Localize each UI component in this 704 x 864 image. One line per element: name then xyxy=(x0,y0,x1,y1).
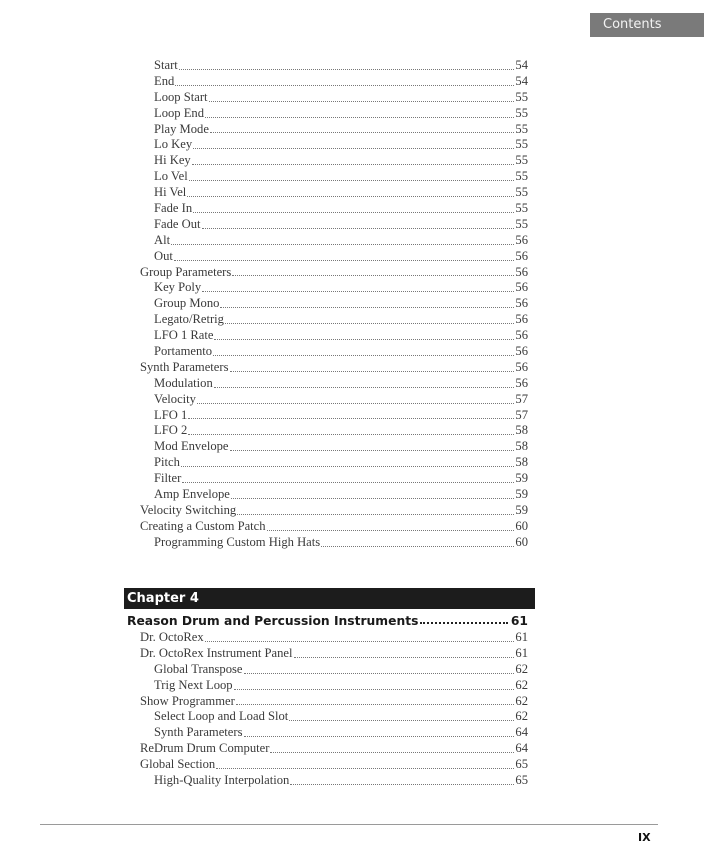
toc-entry-page: 56 xyxy=(515,328,528,343)
toc-entry-page: 62 xyxy=(515,709,528,724)
dot-leader xyxy=(193,148,514,149)
toc-entry[interactable] xyxy=(140,122,528,138)
toc-entry-title: Synth Parameters xyxy=(140,359,229,374)
dot-leader xyxy=(267,530,515,531)
toc-entry-title: Velocity Switching xyxy=(140,502,237,517)
toc-entry[interactable] xyxy=(140,662,528,678)
dot-leader xyxy=(214,387,515,388)
dot-leader xyxy=(179,69,515,70)
toc-entry-page: 56 xyxy=(515,280,528,295)
toc-entry[interactable] xyxy=(140,58,528,74)
dot-leader xyxy=(231,498,515,499)
dot-leader xyxy=(220,307,514,308)
toc-entry-title: Programming Custom High Hats xyxy=(154,534,321,549)
toc-entry[interactable] xyxy=(140,519,528,535)
dot-leader xyxy=(210,132,514,133)
toc-entry-page: 57 xyxy=(515,391,528,406)
dot-leader xyxy=(216,768,514,769)
toc-entry-page: 56 xyxy=(515,312,528,327)
chapter-title-entry[interactable] xyxy=(127,614,528,628)
toc-entry-title: ReDrum Drum Computer xyxy=(140,741,270,756)
toc-entry[interactable] xyxy=(140,408,528,424)
toc-entry[interactable] xyxy=(140,646,528,662)
dot-leader xyxy=(234,689,515,690)
toc-entry-page: 59 xyxy=(515,487,528,502)
toc-entry-title: Fade In xyxy=(154,201,193,216)
toc-entry-title: Portamento xyxy=(154,344,213,359)
toc-entry-title: Legato/Retrig xyxy=(154,312,224,327)
toc-entry[interactable] xyxy=(140,296,528,312)
toc-entry-title: LFO 1 xyxy=(154,407,188,422)
toc-entry-title: Out xyxy=(154,248,173,263)
toc-entry-title: Alt xyxy=(154,232,171,247)
toc-entry-page: 58 xyxy=(515,423,528,438)
dot-leader xyxy=(192,164,515,165)
dot-leader xyxy=(188,434,514,435)
dot-leader xyxy=(230,450,515,451)
toc-entry[interactable] xyxy=(140,392,528,408)
dot-leader xyxy=(193,212,514,213)
toc-entry-title: Dr. OctoRex xyxy=(140,630,204,644)
dot-leader xyxy=(174,260,515,261)
toc-entry[interactable] xyxy=(140,185,528,201)
toc-entry-title: Amp Envelope xyxy=(154,487,230,502)
toc-entry-title: Start xyxy=(154,58,178,72)
toc-entry-title: LFO 1 Rate xyxy=(154,328,214,343)
toc-entry-title: Synth Parameters xyxy=(154,725,243,740)
toc-entry[interactable] xyxy=(140,265,528,281)
dot-leader xyxy=(181,466,515,467)
dot-leader xyxy=(188,418,514,419)
toc-list-continued xyxy=(140,58,528,551)
contents-tab xyxy=(590,13,704,37)
toc-list-chapter-4 xyxy=(140,630,528,789)
toc-entry[interactable] xyxy=(140,328,528,344)
dot-leader xyxy=(205,117,514,118)
dot-leader xyxy=(209,101,515,102)
toc-entry-page: 60 xyxy=(515,518,528,533)
dot-leader xyxy=(182,482,514,483)
dot-leader xyxy=(205,641,515,642)
footer-rule xyxy=(40,824,658,825)
dot-leader xyxy=(189,180,515,181)
toc-entry-title: Velocity xyxy=(154,391,196,406)
dot-leader xyxy=(236,704,515,705)
toc-entry-page: 56 xyxy=(515,296,528,311)
toc-entry-title: Show Programmer xyxy=(140,693,235,708)
toc-entry[interactable] xyxy=(140,678,528,694)
toc-entry-title: Hi Vel xyxy=(154,185,187,200)
toc-entry-title: Play Mode xyxy=(154,121,209,136)
toc-entry[interactable] xyxy=(140,439,528,455)
dot-leader xyxy=(214,339,514,340)
toc-entry-page: 62 xyxy=(515,661,528,676)
toc-entry-title: Modulation xyxy=(154,375,213,390)
toc-entry-page: 60 xyxy=(515,534,528,549)
toc-entry[interactable] xyxy=(140,376,528,392)
toc-entry[interactable] xyxy=(140,423,528,439)
toc-entry-page: 55 xyxy=(515,137,528,152)
chapter-label: Chapter 4 xyxy=(127,591,199,606)
toc-entry[interactable] xyxy=(140,344,528,360)
toc-entry-page: 56 xyxy=(515,375,528,390)
dot-leader xyxy=(237,514,514,515)
chapter-title: Reason Drum and Percussion Instruments xyxy=(127,614,419,628)
toc-entry[interactable] xyxy=(140,487,528,503)
toc-entry-page: 55 xyxy=(515,185,528,200)
chapter-title-page: 61 xyxy=(510,614,528,628)
toc-entry[interactable] xyxy=(140,725,528,741)
dot-leader xyxy=(230,371,515,372)
toc-entry-title: Trig Next Loop xyxy=(154,677,233,692)
toc-entry[interactable] xyxy=(140,773,528,789)
toc-entry[interactable] xyxy=(140,233,528,249)
toc-entry-page: 59 xyxy=(515,471,528,486)
toc-entry-title: Loop Start xyxy=(154,89,208,104)
chapter-heading-bar xyxy=(124,588,535,609)
dot-leader xyxy=(202,228,515,229)
toc-entry-page: 54 xyxy=(515,58,528,72)
toc-entry-page: 57 xyxy=(515,407,528,422)
toc-entry-title: Select Loop and Load Slot xyxy=(154,709,289,724)
toc-entry-title: Loop End xyxy=(154,105,205,120)
dot-leader xyxy=(321,546,514,547)
toc-entry-title: Group Parameters xyxy=(140,264,232,279)
toc-entry-title: Lo Key xyxy=(154,137,193,152)
toc-entry-title: Fade Out xyxy=(154,216,201,231)
dot-leader xyxy=(187,196,514,197)
toc-entry-page: 54 xyxy=(515,73,528,88)
dot-leader xyxy=(420,622,507,624)
dot-leader xyxy=(171,244,514,245)
toc-entry[interactable] xyxy=(140,137,528,153)
toc-entry-page: 65 xyxy=(515,757,528,772)
toc-entry-title: LFO 2 xyxy=(154,423,188,438)
toc-entry-page: 65 xyxy=(515,773,528,788)
contents-tab-label: Contents xyxy=(603,17,662,32)
toc-entry-title: End xyxy=(154,73,175,88)
toc-entry-title: Key Poly xyxy=(154,280,202,295)
toc-entry-page: 55 xyxy=(515,121,528,136)
toc-entry[interactable] xyxy=(140,312,528,328)
toc-entry-page: 55 xyxy=(515,216,528,231)
toc-entry[interactable] xyxy=(140,249,528,265)
page-number: IX xyxy=(638,831,651,844)
toc-entry-title: Filter xyxy=(154,471,182,486)
toc-entry[interactable] xyxy=(140,74,528,90)
toc-entry-page: 62 xyxy=(515,677,528,692)
toc-entry-page: 56 xyxy=(515,264,528,279)
toc-entry[interactable] xyxy=(140,153,528,169)
dot-leader xyxy=(197,403,514,404)
dot-leader xyxy=(294,657,515,658)
toc-entry-page: 55 xyxy=(515,201,528,216)
dot-leader xyxy=(270,752,514,753)
toc-entry-title: High-Quality Interpolation xyxy=(154,773,290,788)
toc-entry-page: 55 xyxy=(515,89,528,104)
toc-entry[interactable] xyxy=(140,106,528,122)
toc-entry-page: 55 xyxy=(515,153,528,168)
toc-entry[interactable] xyxy=(140,503,528,519)
toc-entry-page: 61 xyxy=(515,630,528,644)
toc-entry-page: 61 xyxy=(515,645,528,660)
toc-entry[interactable] xyxy=(140,455,528,471)
toc-entry-page: 56 xyxy=(515,344,528,359)
dot-leader xyxy=(244,736,515,737)
toc-entry-title: Pitch xyxy=(154,455,180,470)
toc-entry-page: 56 xyxy=(515,232,528,247)
toc-entry-title: Group Mono xyxy=(154,296,220,311)
toc-entry[interactable] xyxy=(140,217,528,233)
dot-leader xyxy=(225,323,514,324)
toc-entry-page: 64 xyxy=(515,741,528,756)
toc-entry-page: 55 xyxy=(515,105,528,120)
toc-entry-title: Global Transpose xyxy=(154,661,243,676)
toc-entry[interactable] xyxy=(140,169,528,185)
toc-entry-title: Mod Envelope xyxy=(154,439,229,454)
toc-entry[interactable] xyxy=(140,709,528,725)
toc-entry-page: 59 xyxy=(515,502,528,517)
dot-leader xyxy=(213,355,514,356)
toc-entry-page: 58 xyxy=(515,439,528,454)
toc-entry[interactable] xyxy=(140,757,528,773)
dot-leader xyxy=(232,275,514,276)
toc-entry-title: Hi Key xyxy=(154,153,191,168)
toc-entry[interactable] xyxy=(140,471,528,487)
toc-entry-page: 64 xyxy=(515,725,528,740)
dot-leader xyxy=(289,720,514,721)
toc-entry[interactable] xyxy=(140,280,528,296)
dot-leader xyxy=(244,673,515,674)
toc-entry[interactable] xyxy=(140,630,528,646)
dot-leader xyxy=(290,784,514,785)
toc-entry-page: 56 xyxy=(515,359,528,374)
toc-entry-page: 58 xyxy=(515,455,528,470)
toc-entry-page: 62 xyxy=(515,693,528,708)
toc-entry[interactable] xyxy=(140,360,528,376)
toc-entry-title: Dr. OctoRex Instrument Panel xyxy=(140,645,293,660)
toc-entry[interactable] xyxy=(140,201,528,217)
toc-entry[interactable] xyxy=(140,741,528,757)
dot-leader xyxy=(202,291,514,292)
toc-entry-title: Creating a Custom Patch xyxy=(140,518,266,533)
toc-entry-page: 55 xyxy=(515,169,528,184)
toc-entry-title: Global Section xyxy=(140,757,216,772)
dot-leader xyxy=(175,85,514,86)
toc-entry-page: 56 xyxy=(515,248,528,263)
toc-entry[interactable] xyxy=(140,90,528,106)
toc-entry[interactable] xyxy=(140,535,528,551)
toc-entry-title: Lo Vel xyxy=(154,169,188,184)
toc-entry[interactable] xyxy=(140,694,528,710)
